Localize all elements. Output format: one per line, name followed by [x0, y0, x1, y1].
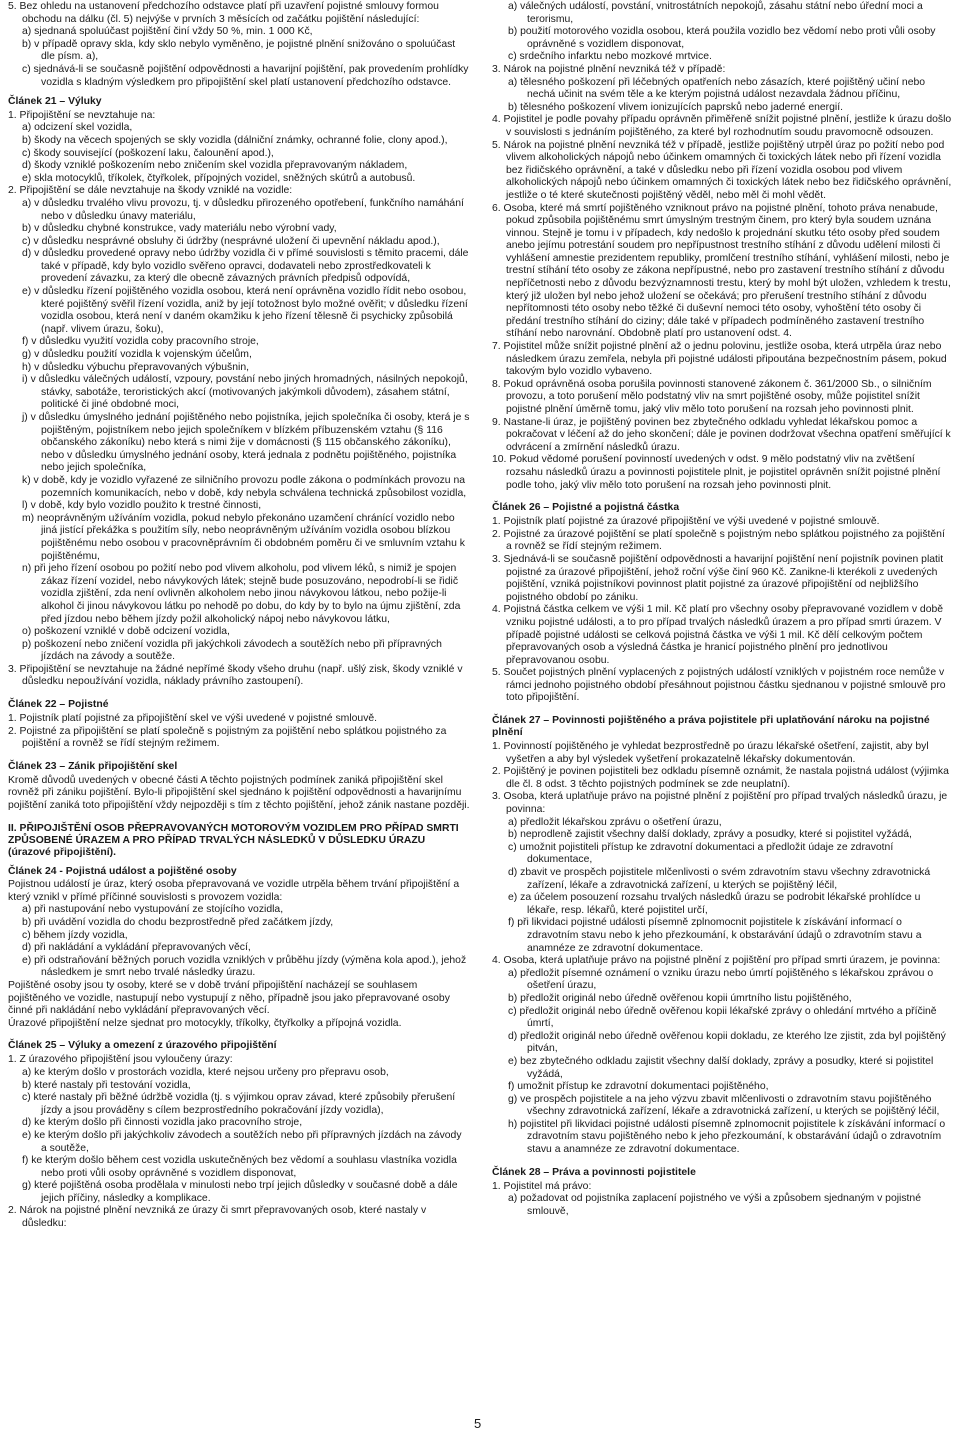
paragraph: 1. Pojistitel má právo:	[492, 1180, 592, 1192]
paragraph: c) v důsledku nesprávné obsluhy či údržby (nesprávné uložení či upevnění nákladu apod.),	[22, 235, 440, 247]
paragraph: b) v důsledku chybné konstrukce, vady materiálu nebo výrobní vady,	[22, 223, 337, 235]
paragraph: k) v době, kdy je vozidlo vyřazené ze silničního provozu podle zákona o podmínkách provozu na pozemních komunikacích, nebo v době, kdy nebyla schválena technická způsobilost vozidla,	[22, 474, 467, 499]
paragraph: 2. Pojistné za připojištění se platí společně s pojistným za pojištění nebo splátkou pojistného za pojištění a rovněž se řídí stejným režimem.	[8, 725, 447, 750]
section-heading: Článek 22 – Pojistné	[8, 699, 109, 711]
paragraph: l) v době, kdy bylo vozidlo použito k trestné činnosti,	[22, 500, 262, 512]
section-heading: Článek 24 - Pojistná událost a pojištěné osoby	[8, 865, 237, 877]
paragraph: e) za účelem posouzení rozsahu trvalých následků úrazu se podrobit lékařské prohlídce u lékaře, resp. lékařů, které pojistitel určí,	[508, 892, 921, 916]
section-heading: Článek 26 – Pojistné a pojistná částka	[492, 502, 680, 514]
paragraph: 4. Pojistná částka celkem ve výši 1 mil. Kč platí pro všechny osoby přepravované vozidlem v době vzniku pojistné události, a to pro případ trvalých následků úrazem a pro případ smrti úrazem. V případě pojistné události se celková pojistná částka ve výši 1 mil. Kč dělí celkovým počtem přepravovaných osob a výsledná částka je hranicí pojistného plnění pro jednotlivou přepravovanou osobu.	[492, 604, 944, 666]
paragraph: 3. Připojištění se nevztahuje na žádné nepřímé škody všeho druhu (např. ušlý zisk, škody vzniklé v důsledku nepoužívání vozidla, náklady právního zastoupení).	[8, 663, 463, 688]
paragraph: g) v důsledku použití vozidla k vojenským účelům,	[22, 349, 252, 361]
paragraph: c) umožnit pojistiteli přístup ke zdravotní dokumentaci a předložit údaje ze zdravotní dokumentace,	[508, 841, 894, 866]
paragraph: f) umožnit přístup ke zdravotní dokumentaci pojištěného,	[508, 1081, 769, 1093]
paragraph: 10. Pokud vědomé porušení povinností uvedených v odst. 9 mělo podstatný vliv na zvětšení rozsahu následků úrazu a povinnosti pojistitele plnit, je pojistitel oprávněn snížit pojistné plnění podle toho, jaký vliv mělo toto porušení na rozsah jeho povinnosti plnit.	[492, 454, 941, 491]
paragraph: d) škody vzniklé poškozením nebo zničením skel vozidla přepravovaným nákladem,	[22, 160, 408, 172]
paragraph: b) tělesného poškození vlivem ionizujících paprsků nebo jaderné energií.	[508, 101, 844, 113]
paragraph: a) při nastupování nebo vystupování ze stojícího vozidla,	[22, 904, 284, 916]
paragraph: c) které nastaly při běžné údržbě vozidla (tj. s výjimkou oprav závad, které způsobily přerušení jízdy a jsou prováděny s cílem bezprostředního pokračování jízdy vozidla),	[22, 1092, 456, 1116]
section-heading: Článek 21 – Výluky	[8, 96, 102, 108]
paragraph: c) předložit originál nebo úředně ověřenou kopii lékařské zprávy o ohledání mrtvého a příčině úmrtí,	[508, 1005, 937, 1030]
paragraph: i) v důsledku válečných událostí, vzpoury, povstání nebo jiných hromadných, násilných nepokojů, stávky, sabotáže, teroristických akcí (motivovaných jakýmkoli důvodem), zásahem státní, politické či jiné obdobné moci,	[22, 374, 468, 411]
paragraph: 2. Pojistné za úrazové pojištění se platí společně s pojistným nebo splátkou pojistného za pojištění a rovněž se řídí stejným režimem.	[492, 528, 945, 553]
paragraph: b) použití motorového vozidla osobou, která použila vozidlo bez vědomí nebo proti vůli osoby oprávněné s vozidlem disponovat,	[508, 26, 936, 50]
page-number: 5	[474, 1416, 482, 1431]
paragraph: 7. Pojistitel může snížit pojistné plnění až o jednu polovinu, jestliže osoba, která utrpěla úraz nebo následkem úrazu zemřela, nebyla při pojistné události připoutána bezpečnostním pásem, pokud takovým bylo vozidlo vybaveno.	[492, 341, 947, 378]
paragraph: m) neoprávněným užíváním vozidla, pokud nebylo překonáno uzamčení chránící vozidlo nebo jiná jistící překážka s použitím síly, nebo neoprávněným užíváním vozidla osobou blízkou pojištěnému nebo osobou v pracovněprávním či obdobném poměru či ve smluvním vztahu k pojištěnému,	[22, 512, 465, 562]
paragraph: a) válečných událostí, povstání, vnitrostátních nepokojů, zásahu státní nebo úřední moci a terorismu,	[508, 1, 923, 25]
paragraph: c) srdečního infarktu nebo mozkové mrtvice.	[508, 51, 712, 63]
paragraph: 5. Bez ohledu na ustanovení předchozího odstavce platí při uzavření pojistné smlouvy formou obchodu na dálku (čl. 5) nejvýše v prvních 3 měsících od začátku pojištění následující:	[8, 1, 439, 25]
paragraph: b) neprodleně zajistit všechny další doklady, zprávy a posudky, které si pojistitel vyžádá,	[508, 829, 912, 841]
paragraph: 1. Povinností pojištěného je vyhledat bezprostředně po úrazu lékařské ošetření, zajistit, aby byl vyšetřen a aby byl výsledek vyšetření prokazatelně lékařsky dokumentován.	[492, 741, 929, 765]
paragraph: e) skla motocyklů, tříkolek, čtyřkolek, přípojných vozidel, sněžných skútrů a autobusů.	[22, 172, 416, 184]
paragraph: f) ke kterým došlo během cest vozidla uskutečněných bez vědomí a souhlasu vlastníka vozidla nebo proti vůli osoby oprávněné s vozidlem disponovat,	[22, 1155, 457, 1179]
paragraph: a) sjednaná spoluúčast pojištění činí vždy 50 %, min. 1 000 Kč,	[22, 26, 313, 38]
paragraph: a) v důsledku trvalého vlivu provozu, tj. v důsledku přirozeného opotřebení, funkčního namáhání nebo v důsledku únavy materiálu,	[22, 197, 464, 222]
paragraph: a) odcizení skel vozidla,	[22, 122, 133, 134]
paragraph: Kromě důvodů uvedených v obecné části A těchto pojistných podmínek zaniká připojištění skel rovněž při zániku pojištění. Bylo-li připojištění skel sjednáno k pojištění odpovědnosti a havarijnímu pojištění zaniká toto připojištění vždy nejpozději s tím z těchto pojištění, jehož zánik nastane později.	[8, 774, 470, 812]
paragraph: 3. Nárok na pojistné plnění nevzniká též v případě:	[492, 63, 726, 75]
paragraph: d) při nakládání a vykládání přepravovaných věcí,	[22, 942, 251, 954]
paragraph: c) škody související (poškození laku, čalounění apod.),	[22, 147, 274, 159]
paragraph: d) v důsledku provedené opravy nebo údržby vozidla či v přímé souvislosti s těmito pracemi, dále také v případě, kdy bylo vozidlo svěřeno opravci, dodavateli nebo zprostředkovateli k provedení závazku, za který dle obecně závazných právních předpisů odpovídá,	[22, 248, 469, 285]
paragraph: Pojistnou událostí je úraz, který osoba přepravovaná ve vozidle utrpěla během trvání připojištění a který vznikl v přímé příčinné souvislosti s provozem vozidla:	[8, 879, 460, 903]
paragraph: Pojištěné osoby jsou ty osoby, které se v době trvání připojištění nacházejí se souhlasem pojištěného ve vozidle, nastupují nebo vystupují z něho, případně jsou jako přepravované osoby činné při nakládání nebo vykládání přepravovaných věcí.	[8, 979, 450, 1017]
right-column	[492, 1, 952, 1218]
paragraph: 1. Připojištění se nevztahuje na:	[8, 109, 156, 121]
paragraph: 8. Pokud oprávněná osoba porušila povinnosti stanovené zákonem č. 361/2000 Sb., o silničním provozu, a toto porušení mělo podstatný vliv na smrt pojištěné osoby, může pojistitel snížit pojistné plnění úměrně tomu, jaký vliv mělo toto porušení na rozsah jeho povinnosti plnit.	[492, 378, 932, 415]
paragraph: 4. Pojistitel je podle povahy případu oprávněn přiměřeně snížit pojistné plnění, jestliže k úrazu došlo v souvislosti s jednáním pojištěného, za které byl rozhodnutím soudu pravomocně odsouzen.	[492, 114, 952, 138]
paragraph: c) během jízdy vozidla,	[22, 929, 128, 941]
paragraph: 2. Nárok na pojistné plnění nevzniká ze úrazy či smrt přepravovaných osob, které nastaly v důsledku:	[8, 1205, 427, 1230]
paragraph: b) které nastaly při testování vozidla,	[22, 1079, 191, 1091]
paragraph: p) poškození nebo zničení vozidla při jakýchkoli závodech a soutěžích nebo při přípravných jízdách na závody a soutěže.	[22, 638, 442, 663]
paragraph: 6. Osoba, které má smrtí pojištěného vzniknout právo na pojistné plnění, tohoto práva nenabude, pokud způsobila pojištěnému smrt úmyslným trestným činem, pro který byla soudem uznána vinnou. Stejně je tomu i v případech, kdy nedošlo k projednání skutku této osoby před soudem anebo jejímu potrestání soudem pro nepřípustnost trestního stíhání z důvodu udělení milosti či vyhlášení amnestie prezidentem republiky, promlčení trestního stíhání, vyhlášení milosti, nebo je trestní stíhání této osoby ze zákona nepřípustné, nebo pro zastavení trestního stíhání z důvodu nepříčetnosti nebo z důvodu bezvýznamnosti trestu, který by mohl být uložen, vzhledem k trestu, který již uložen byl nebo jehož uložení se očekává; pro přerušení trestního stíhání z důvodu nepřítomnosti této osoby nebo těžké či duševní nemoci této osoby, vyhoštění této osoby či předání trestního stíhání do ciziny; dále také v případech podmíněného zastavení trestního stíhání nebo narovnání. Obdobně platí pro ustanovení odst. 4.	[492, 202, 951, 340]
paragraph: e) při odstraňování běžných poruch vozidla vzniklých v průběhu jízdy (výměna kola apod.), jehož následkem je smrt nebo trvalé následky úrazu.	[22, 954, 467, 979]
paragraph: j) v důsledku úmyslného jednání pojištěného nebo pojistníka, jejich společníka či osoby, která je s pojištěným, pojistníkem nebo jejich společníkem v blízkém příbuzenském vztahu (§ 116 občanského zákoníku) nebo která s nimi žije v domácnosti (§ 115 občanského zákoníku), nebo v důsledku úmyslného jednání osoby, která jednala z podnětu pojištěného, pojistníka nebo jejich společníka,	[22, 412, 470, 474]
paragraph: e) v důsledku řízení pojištěného vozidla osobou, která není oprávněna vozidlo řídit nebo osobou, které pojištěný svěřil řízení vozidla, aniž by její totožnost bylo možné ověřit; v důsledku řízení vozidla osobou, která není v daném okamžiku k jeho řízení tělesně či psychicky způsobilá (např. vlivem úrazu, šoku),	[22, 286, 468, 335]
paragraph: f) v důsledku využití vozidla coby pracovního stroje,	[22, 336, 259, 348]
paragraph: f) při likvidaci pojistné události písemně zplnomocnit pojistitele k získávání informací o zdravotním stavu nebo k jeho přezkoumání, k obstarávání údajů o zdravotním stavu a anamnéze ze zdravotní dokumentace.	[508, 917, 922, 954]
paragraph: 1. Z úrazového připojištění jsou vyloučeny úrazy:	[8, 1054, 233, 1066]
paragraph: 9. Nastane-li úraz, je pojištěný povinen bez zbytečného odkladu vyhledat lékařskou pomoc a pokračovat v léčení až do jeho skončení; dále je povinen dodržovat všechna opatření směřující k odvrácení a zmírnění následků úrazu.	[492, 416, 951, 453]
paragraph: g) ve prospěch pojistitele a na jeho výzvu zbavit mlčenlivosti o zdravotním stavu pojištěného všechny zdravotnická zařízení, lékaře a zdravotnická zařízení, u kterých se pojištěný léčil,	[508, 1093, 940, 1118]
section-heading: Článek 28 – Práva a povinnosti pojistitele	[492, 1166, 696, 1178]
paragraph: g) které pojištěná osoba prodělala v minulosti nebo trpí jejich důsledky v současné době a dále jejich příčiny, následky a komplikace.	[22, 1180, 458, 1204]
left-column	[8, 1, 470, 1231]
paragraph: h) v důsledku výbuchu přepravovaných výbušnin,	[22, 361, 249, 373]
paragraph: 1. Pojistník platí pojistné za úrazové připojištění ve výši uvedené v pojistné smlouvě.	[492, 516, 880, 528]
section-heading: II. PŘIPOJIŠTĚNÍ OSOB PŘEPRAVOVANÝCH MOTOROVÝM VOZIDLEM PRO PŘÍPAD SMRTI ZPŮSOBENÉ ÚRAZEM A PRO PŘÍPAD TRVALÝCH NÁSLEDKŮ V DŮSLEDKU ÚRAZU (úrazové připojištění).	[8, 822, 459, 858]
paragraph: a) tělesného poškození při léčebných opatřeních nebo zásazích, které pojištěný učiní nebo nechá učinit na svém těle a ke kterým pojistná událost nezavdala žádnou příčinu,	[508, 76, 926, 101]
section-heading: Článek 25 – Výluky a omezení z úrazového připojištění	[8, 1040, 277, 1052]
section-heading: Článek 23 – Zánik připojištění skel	[8, 760, 178, 772]
paragraph: 3. Sjednává-li se současně pojištění odpovědnosti a havarijní pojištění není pojistník povinen platit pojistné za úrazové připojištění, jehož roční výše činí 960 Kč. Zanikne-li kterékoli z uvedených pojištění, vzniká pojistníkovi povinnost platit pojistné za úrazové připojištění od nejbližšího pojistného období po zániku.	[492, 553, 944, 603]
paragraph: 2. Připojištění se dále nevztahuje na škody vzniklé na vozidle:	[8, 185, 293, 197]
paragraph: d) ke kterým došlo při činnosti vozidla jako pracovního stroje,	[22, 1117, 303, 1129]
paragraph: e) bez zbytečného odkladu zajistit všechny další doklady, zprávy a posudky, které si pojistitel vyžádá,	[508, 1055, 934, 1080]
paragraph: a) ke kterým došlo v prostorách vozidla, které nejsou určeny pro přepravu osob,	[22, 1066, 389, 1078]
paragraph: d) zbavit ve prospěch pojistitele mlčenlivosti o svém zdravotním stavu všechny zdravotnická zařízení, lékaře a zdravotnická zařízení, u kterých se pojištěný léčil,	[508, 867, 931, 891]
paragraph: 4. Osoba, která uplatňuje právo na pojistné plnění z pojištění pro případ smrti úrazem, je povinna:	[492, 955, 941, 967]
paragraph: b) při uvádění vozidla do chodu bezprostředně před začátkem jízdy,	[22, 917, 334, 928]
paragraph: a) požadovat od pojistníka zaplacení pojistného ve výši a způsobem sjednaným v pojistné smlouvě,	[508, 1193, 921, 1217]
paragraph: c) sjednává-li se současně pojištění odpovědnosti a havarijní pojištění, pak provedením prohlídky vozidla s kladným výsledkem pro připojištění skel platí ustanovení předchozího odstavce.	[22, 63, 469, 88]
paragraph: b) škody na věcech spojených se skly vozidla (dálniční známky, ochranné folie, clony apod.),	[22, 134, 448, 146]
paragraph: 5. Nárok na pojistné plnění nevzniká též v případě, jestliže pojištěný utrpěl úraz po požití nebo pod vlivem alkoholických nápojů nebo účinkem omamných či toxických látek nebo při řízení vozidla bez řidičského oprávnění, a také v důsledku nebo při řízení vozidla osobou pod vlivem alkoholických nápojů nebo účinkem omamných či toxických látek nebo bez řidičského oprávnění, jestliže o té které skutečnosti pojištěný věděl, nebo měl či mohl vědět.	[492, 139, 952, 201]
paragraph: d) předložit originál nebo úředně ověřenou kopii dokladu, ze kterého lze zjistit, zda byl pojištěný pitván,	[508, 1030, 946, 1055]
paragraph: e) ke kterým došlo při jakýchkoliv závodech a soutěžích nebo při přípravných jízdách na závody a soutěže,	[22, 1129, 462, 1154]
paragraph: a) předložit lékařskou zprávu o ošetření úrazu,	[508, 816, 722, 828]
paragraph: 5. Součet pojistných plnění vyplacených z pojistných událostí vzniklých v pojistném roce nemůže v rámci jednoho pojistného období přesáhnout pojistnou částku sjednanou v pojistné smlouvě pro toto připojištění.	[492, 667, 946, 704]
paragraph: h) pojistitel při likvidaci pojistné události písemně zplnomocnit pojistitele k získávání informací o zdravotním stavu pojištěného nebo k jeho přezkoumání, k obstarávání údajů o zdravotním stavu a anamnéze ze zdravotní dokumentace.	[508, 1118, 946, 1156]
section-heading: Článek 27 – Povinnosti pojištěného a práva pojistitele při uplatňování nároku na pojistné plnění	[492, 715, 930, 739]
paragraph: o) poškození vzniklé v době odcizení vozidla,	[22, 626, 230, 638]
paragraph: n) při jeho řízení osobou po požití nebo pod vlivem alkoholu, pod vlivem léků, s nimiž je spojen zákaz řízení vozidel, nebo návykových látek; stejně bude posuzováno, nepodrobí-li se řidič vozidla zjištění, zda není ovlivněn alkoholem nebo jinou návykovou látkou, nebo požije-li alkohol či jinou návykovou látku po nehodě po dobu, do kdy by to bylo na újmu zjištění, zda před jízdou nebo během jízdy požil alkoholický nápoj nebo návykovou látku,	[22, 563, 461, 625]
paragraph: Úrazové připojištění nelze sjednat pro motocykly, tříkolky, čtyřkolky a přípojná vozidla.	[8, 1017, 402, 1029]
paragraph: 2. Pojištěný je povinen pojistiteli bez odkladu písemně oznámit, že nastala pojistná událost (výjimka dle čl. 8 odst. 3 těchto pojistných podmínek se zde neuplatní).	[492, 766, 949, 790]
paragraph: 3. Osoba, která uplatňuje právo na pojistné plnění z pojištění pro případ trvalých následků úrazu, je povinna:	[492, 791, 948, 816]
paragraph: b) v případě opravy skla, kdy sklo nebylo vyměněno, je pojistné plnění snižováno o spoluúčast dle písm. a),	[22, 38, 456, 63]
paragraph: 1. Pojistník platí pojistné za připojištění skel ve výši uvedené v pojistné smlouvě.	[8, 713, 378, 725]
paragraph: a) předložit písemné oznámení o vzniku úrazu nebo úmrtí pojištěného s lékařskou zprávou o ošetření úrazu,	[508, 967, 934, 992]
paragraph: b) předložit originál nebo úředně ověřenou kopii úmrtního listu pojištěného,	[508, 992, 852, 1004]
